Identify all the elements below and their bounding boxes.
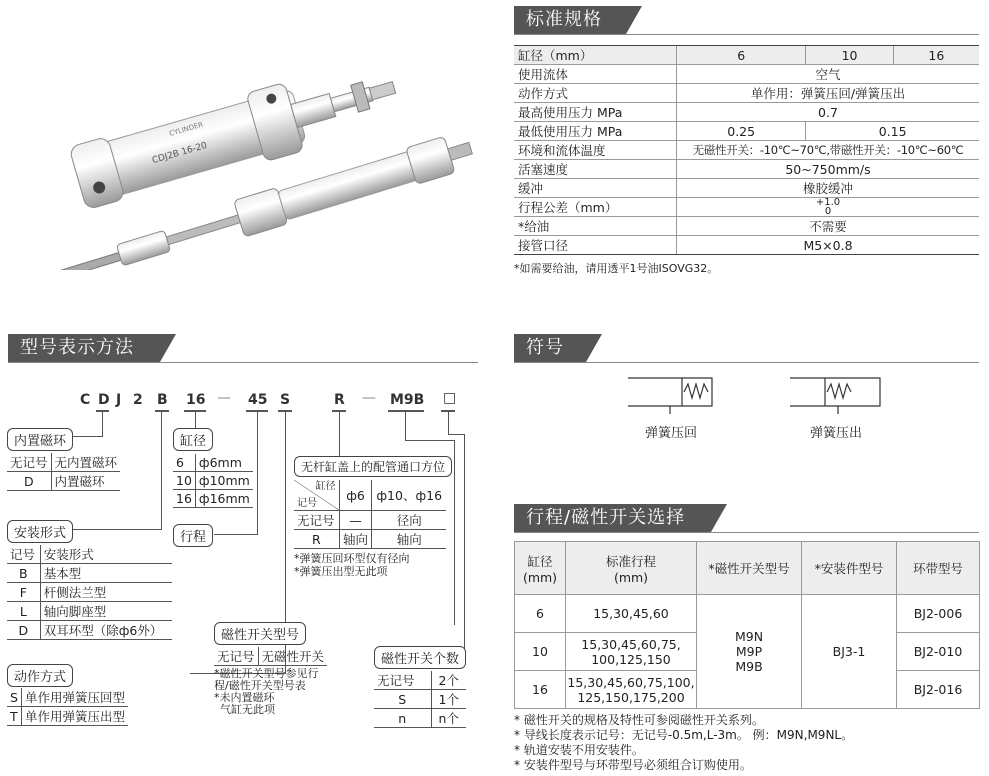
switch-model-label: 磁性开关型号 (214, 622, 306, 645)
table-cell: 15,30,45,60,75, 100,125,150 (566, 633, 697, 671)
spec-row (514, 141, 979, 160)
table-row (294, 511, 446, 530)
selection-notes (514, 713, 853, 773)
spec-value: 10 (806, 46, 893, 65)
spec-row-bore (514, 46, 979, 65)
spec-value: M5×0.8 (677, 236, 980, 255)
table-cell: BJ3-1 (802, 595, 897, 709)
spec-label: 缓冲 (514, 179, 677, 198)
spec-note: *如需要给油，请用透平1号油ISOVG32。 (514, 262, 719, 275)
spec-label: 最高使用压力 MPa (514, 103, 677, 122)
table-cell: 6 (515, 595, 566, 633)
table-cell: BJ2-016 (897, 671, 980, 709)
spec-value: 不需要 (677, 217, 980, 236)
column-header: *安装件型号 (802, 542, 897, 595)
note-line: * 磁性开关的规格及特性可参阅磁性开关系列。 (514, 713, 764, 727)
note-line: * 导线长度表示记号：无记号-0.5m,L-3m。 例：M9N,M9NL。 (514, 728, 854, 742)
spec-label: 接管口径 (514, 236, 677, 255)
table-row (7, 621, 172, 640)
tolerance-upper: +1.0 (815, 197, 841, 208)
table-cell: 无记号 (374, 671, 431, 690)
code-dash: — (217, 390, 231, 406)
table-cell: 双耳环型（除ф6外） (40, 621, 172, 640)
table-cell: S (7, 688, 21, 707)
note-line: *弹簧压出型无此项 (294, 565, 388, 578)
switch-count-table (374, 671, 466, 728)
spec-row (514, 65, 979, 84)
leader-line (448, 411, 449, 435)
code-char: M9B (390, 392, 425, 408)
table-cell: S (374, 690, 431, 709)
table-cell: 无内置磁环 (51, 453, 120, 472)
leader-line (405, 411, 406, 441)
symbol-title-rule (514, 362, 979, 363)
table-row (7, 583, 172, 602)
spec-value: 16 (893, 46, 979, 65)
leader-line (405, 440, 455, 441)
table-row (515, 595, 980, 633)
code-char: D (98, 392, 110, 408)
table-cell: 径向 (372, 511, 446, 530)
table-cell: 单作用弹簧压回型 (21, 688, 128, 707)
bore-label: 缸径 (173, 428, 213, 451)
table-cell: M9N M9P M9B (697, 595, 802, 709)
magnet-ring-label: 内置磁环 (7, 428, 73, 451)
switch-notes (214, 668, 319, 716)
spec-label: 最低使用压力 MPa (514, 122, 677, 141)
table-row (7, 707, 128, 726)
column-header: 缸径 (mm) (515, 542, 566, 595)
table-cell: ф10、ф16 (372, 480, 446, 511)
action-type-label: 动作方式 (7, 664, 73, 687)
table-cell: 轴向脚座型 (40, 602, 172, 621)
port-notes (294, 552, 410, 578)
diagonal-header-cell (294, 480, 339, 511)
spec-value: 单作用：弹簧压回/弹簧压出 (677, 84, 980, 103)
table-cell: 10 (515, 633, 566, 671)
table-cell: ф10mm (195, 472, 252, 490)
table-cell: 单作用弹簧压出型 (21, 707, 128, 726)
port-direction-label: 无杆缸盖上的配管通口方位 (294, 456, 452, 477)
table-cell: ф16mm (195, 490, 252, 508)
table-cell: B (7, 564, 40, 583)
spec-label: 动作方式 (514, 84, 677, 103)
spec-label: *给油 (514, 217, 677, 236)
table-cell: D (7, 621, 40, 640)
note-line: * 安装件型号与环带型号必须组合订购使用。 (514, 758, 752, 772)
leader-line (464, 434, 465, 656)
code-char: 16 (186, 392, 206, 408)
leader-line (339, 411, 340, 459)
table-cell: 16 (515, 671, 566, 709)
note-line: 程/磁性开关型号表 (214, 679, 306, 692)
note-line: 气缸无此项 (220, 703, 275, 716)
code-underline (388, 410, 424, 412)
port-direction-table (294, 480, 446, 549)
action-type-table (7, 688, 128, 726)
table-cell: 轴向 (372, 530, 446, 549)
table-header-row (515, 542, 980, 595)
cylinder-product-photo (40, 40, 480, 270)
code-underline (155, 410, 169, 412)
table-cell: 缸径 (315, 481, 336, 492)
code-char: C (80, 392, 91, 408)
code-char: B (157, 392, 168, 408)
table-cell: F (7, 583, 40, 602)
selection-title-rule (514, 532, 979, 533)
spec-value: 橡胶缓冲 (677, 179, 980, 198)
table-cell: ф6mm (195, 454, 252, 472)
spec-row (514, 217, 979, 236)
spec-value: 0.7 (677, 103, 980, 122)
table-cell: 6 (173, 454, 195, 472)
table-cell: BJ2-006 (897, 595, 980, 633)
spec-value: 0.15 (806, 122, 979, 141)
table-row (7, 453, 120, 472)
symbol-label-return: 弹簧压回 (645, 426, 698, 441)
table-cell: 杆侧法兰型 (40, 583, 172, 602)
spec-value: 0.25 (677, 122, 806, 141)
table-cell: T (7, 707, 21, 726)
table-row (294, 530, 446, 549)
table-cell: 16 (173, 490, 195, 508)
table-cell: 记号 (7, 545, 40, 564)
switch-model-table (214, 647, 327, 666)
table-row (173, 490, 253, 508)
spec-row (514, 103, 979, 122)
symbol-section-title: 符号 (514, 334, 586, 362)
spec-table (514, 45, 979, 255)
switch-count-label: 磁性开关个数 (374, 646, 466, 669)
spec-row (514, 236, 979, 255)
spec-value (677, 198, 980, 217)
table-cell: 1个 (431, 690, 466, 709)
table-cell: R (294, 530, 339, 549)
table-cell: D (7, 472, 51, 491)
table-cell: 无记号 (294, 511, 339, 530)
leader-line (72, 436, 103, 437)
table-row (7, 688, 128, 707)
table-cell: ф6 (339, 480, 372, 511)
spec-row (514, 160, 979, 179)
column-header: 标准行程 (mm) (566, 542, 697, 595)
cylinder-label-model: CDJ2B 16-20 (151, 140, 209, 167)
model-title-rule (8, 362, 478, 363)
code-char: 45 (248, 392, 268, 408)
leader-line (214, 534, 258, 535)
table-cell: 无磁性开关 (258, 647, 327, 666)
table-cell: 2个 (431, 671, 466, 690)
selection-section-title: 行程/磁性开关选择 (514, 504, 711, 532)
model-section-title: 型号表示方法 (8, 334, 160, 362)
pneumatic-symbols (620, 370, 920, 420)
leader-line (102, 411, 103, 437)
code-dash: — (362, 390, 376, 406)
leader-line (72, 529, 162, 530)
table-cell: n (374, 709, 431, 728)
note-line: *弹簧压回环型仅有径向 (294, 552, 410, 565)
leader-line (161, 411, 162, 530)
table-row (7, 602, 172, 621)
spec-title-rule (514, 34, 979, 35)
column-header: *磁性开关型号 (697, 542, 802, 595)
table-cell: 无记号 (214, 647, 258, 666)
note-line: *未内置磁环 (214, 691, 275, 704)
table-row (173, 472, 253, 490)
cylinder-label-text: CYLINDER (168, 120, 205, 138)
table-cell: 基本型 (40, 564, 172, 583)
table-cell: 安装形式 (40, 545, 172, 564)
spec-label: 环境和流体温度 (514, 141, 677, 160)
stroke-label: 行程 (173, 524, 213, 547)
code-char: □ (443, 390, 457, 406)
leader-line (448, 434, 465, 435)
spec-label: 行程公差（mm） (514, 198, 677, 217)
table-cell: — (339, 511, 372, 530)
table-cell: L (7, 602, 40, 621)
spec-label: 使用流体 (514, 65, 677, 84)
spec-section-title: 标准规格 (514, 6, 626, 34)
magnet-ring-table (7, 453, 120, 491)
spec-row (514, 179, 979, 198)
mount-type-table (7, 545, 172, 640)
table-cell: 轴向 (339, 530, 372, 549)
mount-type-label: 安装形式 (7, 520, 73, 543)
table-row (374, 671, 466, 690)
spec-row (514, 198, 979, 217)
table-cell: 内置磁环 (51, 472, 120, 491)
table-cell: n个 (431, 709, 466, 728)
note-line: *磁性开关型号参见行 (214, 667, 319, 680)
spec-value: 50~750mm/s (677, 160, 980, 179)
table-row (214, 647, 327, 666)
table-row (374, 690, 466, 709)
spec-value: 6 (677, 46, 806, 65)
table-row (7, 564, 172, 583)
note-line: * 轨道安装不用安装件。 (514, 743, 644, 757)
spec-label: 缸径（mm） (514, 46, 677, 65)
spec-value: 空气 (677, 65, 980, 84)
spec-value: 无磁性开关：-10℃~70℃,带磁性开关：-10℃~60℃ (677, 141, 980, 160)
table-cell: BJ2-010 (897, 633, 980, 671)
leader-line (454, 440, 455, 625)
table-row (374, 709, 466, 728)
leader-line (257, 411, 258, 535)
table-cell: 15,30,45,60 (566, 595, 697, 633)
table-row (294, 480, 446, 511)
table-cell: 10 (173, 472, 195, 490)
table-row (173, 454, 253, 472)
table-cell: 15,30,45,60,75,100, 125,150,175,200 (566, 671, 697, 709)
code-char: 2 (133, 392, 143, 408)
spec-row (514, 122, 979, 141)
column-header: 环带型号 (897, 542, 980, 595)
table-cell: 记号 (297, 498, 317, 509)
symbol-label-extend: 弹簧压出 (810, 426, 863, 441)
selection-table (514, 541, 980, 709)
spec-label: 活塞速度 (514, 160, 677, 179)
code-char: S (280, 392, 291, 408)
table-cell: 无记号 (7, 453, 51, 472)
table-row (7, 545, 172, 564)
spec-row (514, 84, 979, 103)
code-char: J (116, 392, 122, 408)
table-row (7, 472, 120, 491)
bore-table (173, 454, 253, 508)
tolerance-lower: 0 (824, 206, 832, 217)
code-char: R (334, 392, 345, 408)
